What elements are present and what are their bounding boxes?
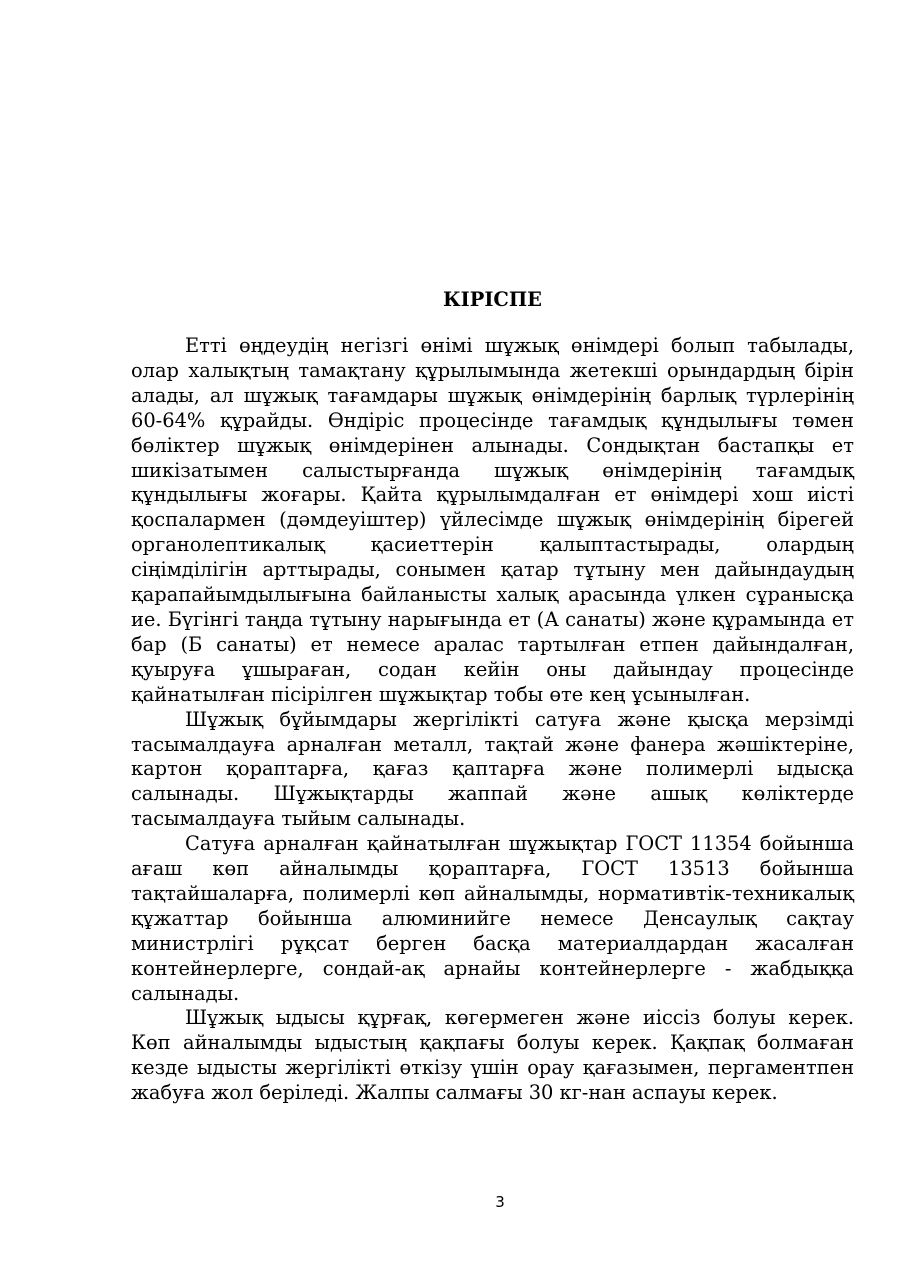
paragraph-packaging: Шұжық бұйымдары жергілікті сатуға және қысқа мерзімді тасымалдауға арналған металл, тақтай және фанера жәшіктеріне, картон қораптарға, қағаз қаптарға және полимерлі ыдысқа салынады. Шұжықтарды жаппай және ашық көліктерде тасымалдауға тыйым салынады. [131,707,854,831]
page-title: КІРІСПЕ [443,288,542,311]
page-number: 3 [495,1193,505,1211]
paragraph-containers: Сатуға арналған қайнатылған шұжықтар ГОСТ 11354 бойынша ағаш көп айналымды қораптарға, ГОСТ 13513 бойынша тақтайшаларға, полимерлі көп айналымды, нормативтік-техникалық құжаттар бойынша алюминийге немесе Денсаулық сақтау министрлігі рұқсат берген басқа материалдардан жасалған контейнерлерге, сондай-ақ арнайы контейнерлерге - жабдыққа салынады. [131,832,854,1005]
page-body [131,286,854,1106]
paragraph-container-requirements: Шұжық ыдысы құрғақ, көгермеген және иіссіз болуы керек. Көп айналымды ыдыстың қақпағы болуы керек. Қақпақ болмаған кезде ыдысты жергілікті өткізу үшін орау қағазымен, пергаментпен жабуға жол беріледі. Жалпы салмағы 30 кг-нан аспауы керек. [131,1006,854,1105]
paragraph-introduction: Етті өңдеудің негізгі өнімі шұжық өнімдері болып табылады, олар халықтың тамақтану құрылымында жетекші орындардың бірін алады, ал шұжық тағамдары шұжық өнімдерінің барлық түрлерінің 60-64% құрайды. Өндіріс процесінде тағамдық құндылығы төмен бөліктер шұжық өнімдерінен алынады. Сондықтан бастапқы ет шикізатымен салыстырғанда шұжық өнімдерінің тағамдық құндылығы жоғары. Қайта құрылымдалған ет өнімдері хош иісті қоспалармен (дәмдеуіштер) үйлесімде шұжық өнімдерінің бірегей органолептикалық қасиеттерін қалыптастырады, олардың сіңімділігін арттырады, сонымен қатар тұтыну мен дайындаудың қарапайымдылығына байланысты халық арасында үлкен сұранысқа ие. Бүгінгі таңда тұтыну нарығында ет (А санаты) және құрамында ет бар (Б санаты) ет немесе аралас тартылған етпен дайындалған, қуыруға ұшыраған, содан кейін оны дайындау процесінде қайнатылған пісірілген шұжықтар тобы өте кең ұсынылған. [131,334,854,706]
